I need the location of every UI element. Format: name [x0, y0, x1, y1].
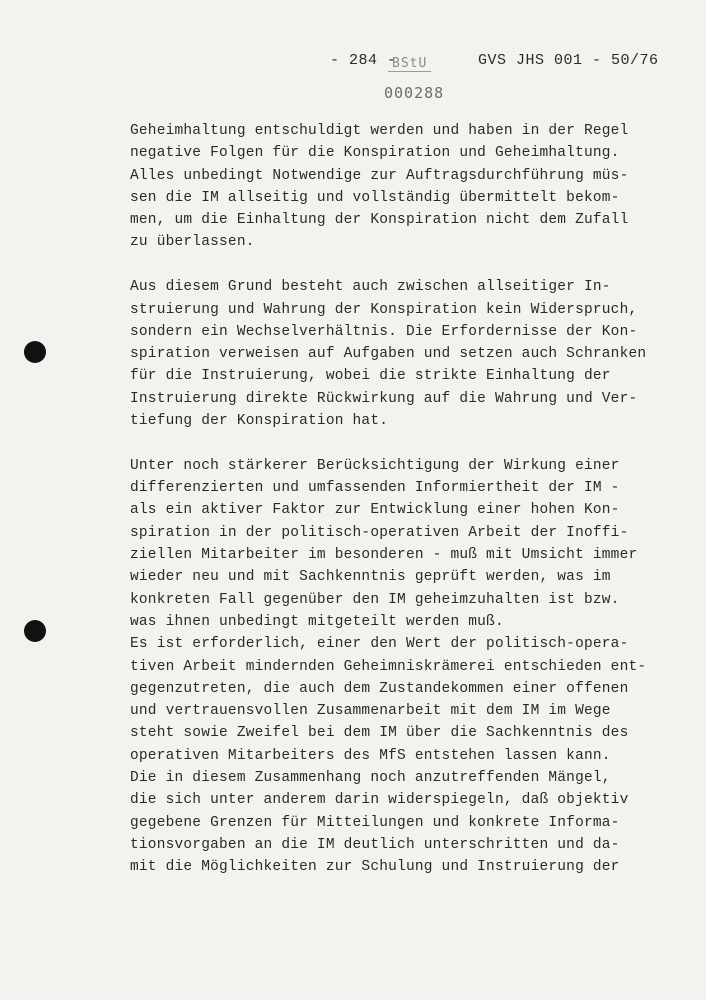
text-line: wieder neu und mit Sachkenntnis geprüft werden, was im: [130, 569, 611, 586]
text-line: ziellen Mitarbeiter im besonderen - muß mit Umsicht immer: [130, 547, 638, 564]
punch-hole: [24, 341, 46, 363]
text-line: Instruierung direkte Rückwirkung auf die Wahrung und Ver-: [130, 390, 638, 407]
paragraph: [130, 276, 650, 432]
document-body: [130, 120, 650, 879]
text-line: Es ist erforderlich, einer den Wert der politisch-opera-: [130, 636, 629, 653]
text-line: Die in diesem Zusammenhang noch anzutreffenden Mängel,: [130, 770, 611, 787]
paragraph-gap: [130, 432, 650, 455]
text-line: mit die Möglichkeiten zur Schulung und Instruierung der: [130, 859, 620, 876]
text-line: men, um die Einhaltung der Konspiration nicht dem Zufall: [130, 212, 629, 229]
text-line: was ihnen unbedingt mitgeteilt werden muß.: [130, 613, 504, 630]
paragraph: [130, 455, 650, 879]
text-line: struierung und Wahrung der Konspiration kein Widerspruch,: [130, 301, 638, 318]
archive-stamp: BStU: [388, 56, 431, 72]
page-number: - 284 -: [330, 52, 397, 69]
text-line: tiven Arbeit mindernden Geheimniskrämerei entschieden ent-: [130, 658, 647, 675]
text-line: steht sowie Zweifel bei dem IM über die Sachkenntnis des: [130, 725, 629, 742]
document-reference: GVS JHS 001 - 50/76: [478, 52, 659, 69]
text-line: Alles unbedingt Notwendige zur Auftragsdurchführung müs-: [130, 167, 629, 184]
text-line: differenzierten und umfassenden Informiertheit der IM -: [130, 480, 620, 497]
text-line: und vertrauensvollen Zusammenarbeit mit dem IM im Wege: [130, 703, 611, 720]
text-line: Geheimhaltung entschuldigt werden und haben in der Regel: [130, 123, 629, 139]
text-line: als ein aktiver Faktor zur Entwicklung einer hohen Kon-: [130, 502, 620, 519]
text-line: sen die IM allseitig und vollständig übermittelt bekom-: [130, 189, 620, 206]
text-line: Unter noch stärkerer Berücksichtigung der Wirkung einer: [130, 457, 620, 474]
text-line: tionsvorgaben an die IM deutlich unterschritten und da-: [130, 836, 620, 853]
text-line: die sich unter anderem darin widerspiegeln, daß objektiv: [130, 792, 629, 809]
text-line: negative Folgen für die Konspiration und Geheimhaltung.: [130, 145, 620, 162]
text-line: spiration in der politisch-operativen Arbeit der Inoffi-: [130, 524, 629, 541]
text-line: sondern ein Wechselverhältnis. Die Erfordernisse der Kon-: [130, 323, 638, 340]
paragraph-gap: [130, 254, 650, 277]
text-line: zu überlassen.: [130, 234, 255, 251]
text-line: tiefung der Konspiration hat.: [130, 413, 389, 430]
paragraph: [130, 120, 650, 254]
text-line: gegenzutreten, die auch dem Zustandekommen einer offenen: [130, 680, 629, 697]
text-line: für die Instruierung, wobei die strikte Einhaltung der: [130, 368, 611, 385]
text-line: operativen Mitarbeiters des MfS entstehen lassen kann.: [130, 747, 611, 764]
archive-stamp-number: 000288: [384, 84, 445, 102]
text-line: konkreten Fall gegenüber den IM geheimzuhalten ist bzw.: [130, 591, 620, 608]
text-line: gegebene Grenzen für Mitteilungen und konkrete Informa-: [130, 814, 620, 831]
punch-hole: [24, 620, 46, 642]
text-line: Aus diesem Grund besteht auch zwischen allseitiger In-: [130, 279, 611, 296]
text-line: spiration verweisen auf Aufgaben und setzen auch Schranken: [130, 346, 647, 363]
